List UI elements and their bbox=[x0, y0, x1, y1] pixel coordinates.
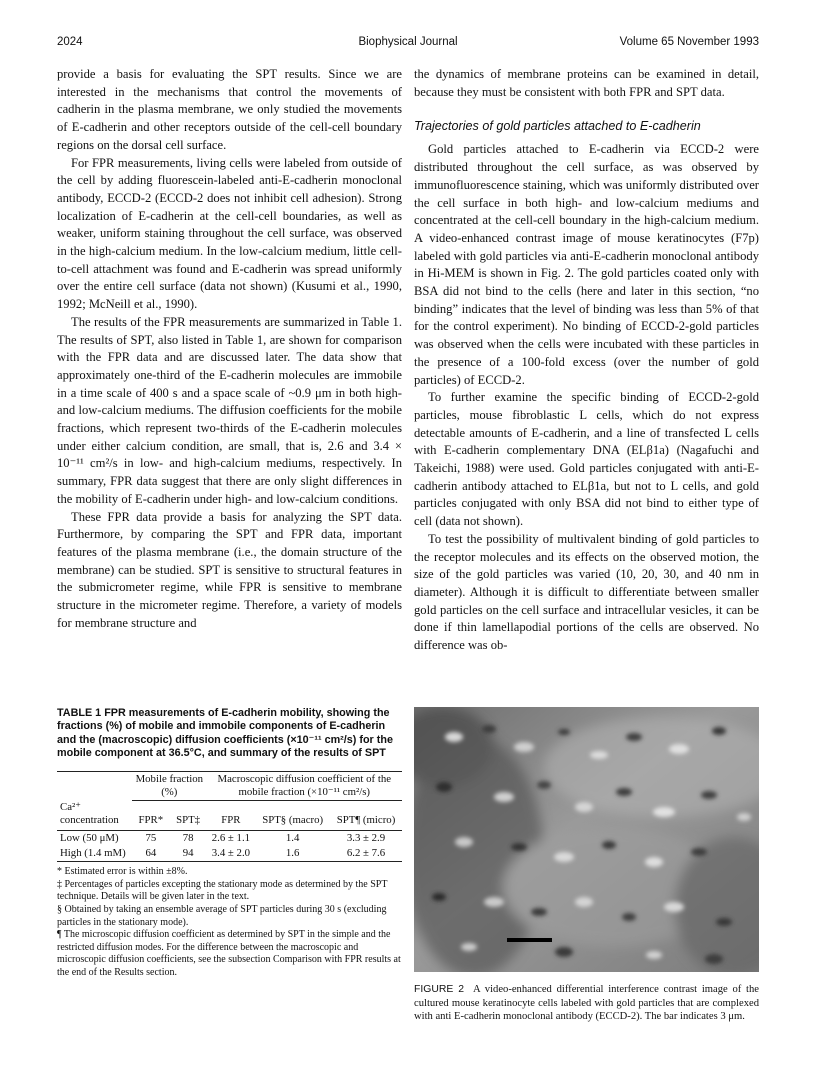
header-ca: Ca²⁺ concentration bbox=[57, 800, 132, 831]
header-spt-macro: SPT§ (macro) bbox=[255, 800, 330, 831]
paragraph: To test the possibility of multivalent binding of gold particles to the receptor molecules and its effects on the observed motion, the size of the gold particles was varied (10, 20, 30, and 40 nm in diameter). Although it is difficult to differentiate between smaller gold particles on the cell surface and intracellular vesicles, it can be done if thin lamellapodial portions of the cells are observed. No difference was ob- bbox=[414, 531, 759, 653]
table-row bbox=[57, 831, 402, 847]
cell-d-micro: 6.2 ± 7.6 bbox=[330, 846, 402, 862]
cell-d-macro: 1.6 bbox=[255, 846, 330, 862]
cell-ca: High (1.4 mM) bbox=[57, 846, 132, 862]
table-row bbox=[57, 846, 402, 862]
footnote: ¶ The microscopic diffusion coefficient as determined by SPT in the simple and the restricted diffusion modes. For the difference between the macroscopic and microscopic diffusion coefficients, see the subsection Comparison with FPR results at the end of the Results section. bbox=[57, 929, 401, 978]
footnote: § Obtained by taking an ensemble average of SPT particles during 30 s (excluding particles in the stationary mode). bbox=[57, 903, 387, 928]
page-number: 2024 bbox=[57, 36, 83, 48]
paragraph: To further examine the specific binding of ECCD-2-gold particles, mouse fibroblastic L cells, which do not express detectable amounts of E-cadherin, and a line of transfected L cells with E-cadherin complementary DNA (ELβ1a) (Nagafuchi and Takeichi, 1988) were used. Gold particles conjugated with anti-E-cadherin antibody attached to ELβ1a, but not to L cells, and gold particles conjugated with only BSA did not bind to either type of cell (data not shown). bbox=[414, 390, 759, 529]
cell-fpr: 64 bbox=[132, 846, 170, 862]
cell-d-macro: 1.4 bbox=[285, 832, 300, 845]
table-caption: TABLE 1 FPR measurements of E-cadherin mobility, showing the fractions (%) of mobile and immobile components of E-cadherin and the (macroscopic) diffusion coefficients (×10⁻¹¹ cm²/s) for the mobile component at 36.5°C, and summary of the results of SPT bbox=[57, 707, 393, 760]
header-mobile-fraction: Mobile fraction (%) bbox=[132, 771, 206, 800]
cell-d-fpr: 2.6 ± 1.1 bbox=[211, 832, 251, 845]
section-subheading: Trajectories of gold particles attached to E-cadherin bbox=[414, 119, 701, 134]
header-spt-micro: SPT¶ (micro) bbox=[330, 800, 402, 831]
cell-d-micro: 3.3 ± 2.9 bbox=[346, 832, 386, 845]
left-column bbox=[57, 66, 402, 633]
right-column bbox=[414, 66, 759, 655]
cell-spt: 94 bbox=[170, 846, 207, 862]
data-table bbox=[57, 771, 402, 863]
paragraph: provide a basis for evaluating the SPT results. Since we are interested in the mechanisms that control the movements of cadherin in the plasma membrane, we only studied the movements of E-cadherin and other receptors outside of the cell-cell boundary regions on the dorsal cell surface. bbox=[57, 67, 402, 152]
footnote: ‡ Percentages of particles excepting the stationary mode as determined by the SPT technique. Details will be given later in the text. bbox=[57, 878, 388, 903]
paragraph: These FPR data provide a basis for analyzing the SPT data. Furthermore, by comparing the SPT and FPR data, important features of the plasma membrane (i.e., the domain structure of the membrane) can be studied. SPT is sensitive to structural features in the submicrometer regime, while FPR is sensitive to membrane structure in the micrometer regime. Therefore, a variety of models for membrane structure and bbox=[57, 509, 402, 630]
table-1 bbox=[57, 707, 402, 979]
paragraph: Gold particles attached to E-cadherin via ECCD-2 were distributed throughout the cell surface, as was observed by immunofluorescence staining, which was uniformly distributed over the cell surface in both high- and low-calcium mediums and concentrated at the cell-cell boundary in the high-calcium medium. A video-enhanced contrast image of mouse keratinocytes (F7p) labeled with gold particles via anti-E-cadherin monoclonal antibody in Hi-MEM is shown in Fig. 2. The gold particles coated only with BSA did not bind to the cells (here and later in this section, “no binding” indicates that the level of binding was less than 5% of that for the control experiment). No binding of ECCD-2-gold particles was observed when the cells were incubated with these particles in the presence of a 100-fold excess (over the number of gold particles) of ECCD-2. bbox=[414, 142, 759, 387]
header-diffusion: Macroscopic diffusion coefficient of the mobile fraction (×10⁻¹¹ cm²/s) bbox=[207, 771, 402, 800]
figure-caption bbox=[414, 983, 759, 1024]
header-fpr-diffusion: FPR bbox=[207, 800, 256, 831]
header-fpr: FPR* bbox=[132, 800, 170, 831]
volume-info: Volume 65 November 1993 bbox=[619, 36, 759, 48]
journal-title: Biophysical Journal bbox=[358, 36, 458, 48]
cell-spt: 78 bbox=[182, 832, 194, 845]
header-spt: SPT‡ bbox=[170, 800, 207, 831]
figure-label: FIGURE 2 bbox=[414, 984, 465, 995]
cell-ca: Low (50 μM) bbox=[60, 832, 119, 845]
micrograph-image bbox=[414, 707, 759, 972]
cell-d-fpr: 3.4 ± 2.0 bbox=[207, 846, 256, 862]
footnote: * Estimated error is within ±8%. bbox=[57, 866, 188, 878]
running-head bbox=[57, 36, 759, 52]
paragraph: the dynamics of membrane proteins can be examined in detail, because they must be consistent with both FPR and SPT data. bbox=[414, 67, 759, 99]
table-footnotes bbox=[57, 866, 402, 979]
cell-fpr: 75 bbox=[145, 832, 157, 845]
figure-caption-text: A video-enhanced differential interference contrast image of the cultured mouse keratinocyte cells labeled with gold particles that are complexed with anti E-cadherin monoclonal antibody (ECCD-2). The bar indicates 3 μm. bbox=[414, 984, 760, 1023]
scale-bar bbox=[507, 938, 552, 942]
figure-2-image bbox=[414, 707, 759, 972]
paragraph: For FPR measurements, living cells were labeled from outside of the cell by adding fluorescein-labeled anti-E-cadherin monoclonal antibody, ECCD-2 (ECCD-2 does not inhibit cell adhesion). Strong localization of E-cadherin at the cell-cell boundaries, as well as weaker, uniform staining throughout the cell surface, was observed in the high-calcium medium. In the low-calcium medium, little cell-to-cell attachment was found and E-cadherin was spread uniformly over the entire cell surface (data not shown) (Kusumi et al., 1990, 1992; McNeill et al., 1990). bbox=[57, 155, 402, 312]
paragraph: The results of the FPR measurements are summarized in Table 1. The results of SPT, also listed in Table 1, are shown for comparison with the FPR data and are discussed later. The data show that approximately one-third of the E-cadherin molecules are immobile in a time scale of 400 s and a space scale of ~0.9 μm in both high- and low-calcium mediums. The diffusion coefficients for the mobile fractions, which represent two-thirds of the E-cadherin molecules under either calcium condition, are small, that is, 2.6 and 3.4 × 10⁻¹¹ cm²/s in low- and high-calcium mediums, respectively. In summary, FPR data suggest that there are only slight differences in the mobility of E-cadherin under high- and low-calcium conditions. bbox=[57, 314, 402, 506]
